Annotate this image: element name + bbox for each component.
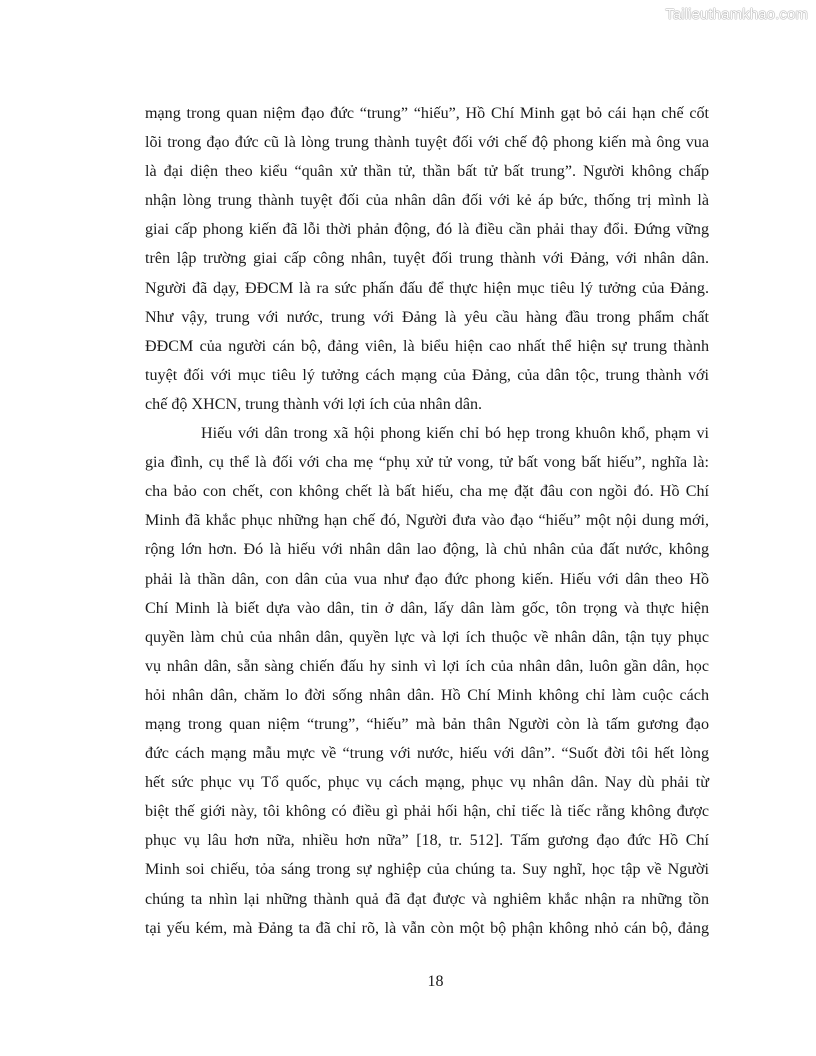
text-line: quyền làm chủ của nhân dân, quyền lực và lợi ích thuộc về nhân dân, tận tụy phục [145, 628, 709, 646]
text-line: Chí Minh là biết dựa vào dân, tin ở dân, lấy dân làm gốc, tôn trọng và thực hiện [145, 599, 709, 617]
text-line: hết sức phục vụ Tổ quốc, phục vụ cách mạng, phục vụ nhân dân. Nay dù phải từ [145, 774, 709, 792]
text-line: phục vụ lâu hơn nữa, nhiều hơn nữa” [18, tr. 512]. Tấm gương đạo đức Hồ Chí [145, 832, 709, 850]
text-line: chế độ XHCN, trung thành với lợi ích của nhân dân. [145, 395, 483, 413]
text-line: Minh soi chiếu, tỏa sáng trong sự nghiệp của chúng ta. Suy nghĩ, học tập về Người [145, 861, 709, 879]
text-line: Minh đã khắc phục những hạn chế đó, Người đưa vào đạo “hiếu” một nội dung mới, [145, 512, 709, 530]
paragraph-2 [145, 419, 709, 943]
watermark-text: Tailieuthamkhao.com [665, 6, 808, 23]
paragraph-1 [145, 99, 709, 419]
text-line: hỏi nhân dân, chăm lo đời sống nhân dân. Hồ Chí Minh không chỉ làm cuộc cách [145, 686, 709, 704]
text-line: chúng ta nhìn lại những thành quả đã đạt được và nghiêm khắc nhận ra những tồn [145, 890, 709, 908]
text-line: Hiếu với dân trong xã hội phong kiến chỉ bó hẹp trong khuôn khổ, phạm vi [201, 425, 709, 443]
text-line: vụ nhân dân, sẵn sàng chiến đấu hy sinh vì lợi ích của nhân dân, luôn gần dân, học [145, 657, 709, 675]
text-line: mạng trong quan niệm “trung”, “hiếu” mà bản thân Người còn là tấm gương đạo [145, 715, 709, 733]
text-line: là đại diện theo kiểu “quân xử thần tử, thần bất tử bất trung”. Người không chấp [145, 163, 709, 181]
text-line: mạng trong quan niệm đạo đức “trung” “hiếu”, Hồ Chí Minh gạt bỏ cái hạn chế cốt [145, 105, 709, 122]
text-line: tại yếu kém, mà Đảng ta đã chỉ rõ, là vẫn còn một bộ phận không nhỏ cán bộ, đảng [145, 919, 709, 937]
text-line: cha bảo con chết, con không chết là bất hiếu, cha mẹ đặt đâu con ngồi đó. Hồ Chí [145, 483, 709, 501]
text-line: đức cách mạng mẫu mực về “trung với nước, hiếu với dân”. “Suốt đời tôi hết lòng [145, 745, 709, 763]
text-line: trên lập trường giai cấp công nhân, tuyệt đối trung thành với Đảng, với nhân dân. [145, 250, 709, 268]
text-line: gia đình, cụ thể là đối với cha mẹ “phụ xử tử vong, tử bất vong bất hiếu”, nghĩa là: [145, 454, 709, 472]
text-line: Như vậy, trung với nước, trung với Đảng là yêu cầu hàng đầu trong phẩm chất [145, 308, 709, 326]
text-line: nhận lòng trung thành tuyệt đối của nhân dân đối với kẻ áp bức, thống trị mình là [145, 192, 709, 210]
text-line: giai cấp phong kiến đã lỗi thời phản động, đó là điều cần phải thay đổi. Đứng vững [145, 221, 709, 239]
text-line: rộng lớn hơn. Đó là hiếu với nhân dân lao động, là chủ nhân của đất nước, không [145, 541, 709, 559]
text-line: Người đã dạy, ĐĐCM là ra sức phấn đấu để thực hiện mục tiêu lý tưởng của Đảng. [145, 279, 709, 297]
text-line: biệt thế giới này, tôi không có điều gì phải hối hận, chỉ tiếc là tiếc rằng không được [145, 803, 709, 821]
document-body [145, 99, 709, 943]
text-line: tuyệt đối với mục tiêu lý tưởng cách mạng của Đảng, của dân tộc, trung thành với [145, 366, 709, 384]
page-number: 18 [427, 973, 444, 990]
text-line: ĐĐCM của người cán bộ, đảng viên, là biểu hiện cao nhất thể hiện sự trung thành [145, 337, 709, 355]
text-line: lõi trong đạo đức cũ là lòng trung thành tuyệt đối với chế độ phong kiến mà ông vua [145, 134, 709, 152]
text-line: phải là thần dân, con dân của vua như đạo đức phong kiến. Hiếu với dân theo Hồ [145, 570, 709, 588]
